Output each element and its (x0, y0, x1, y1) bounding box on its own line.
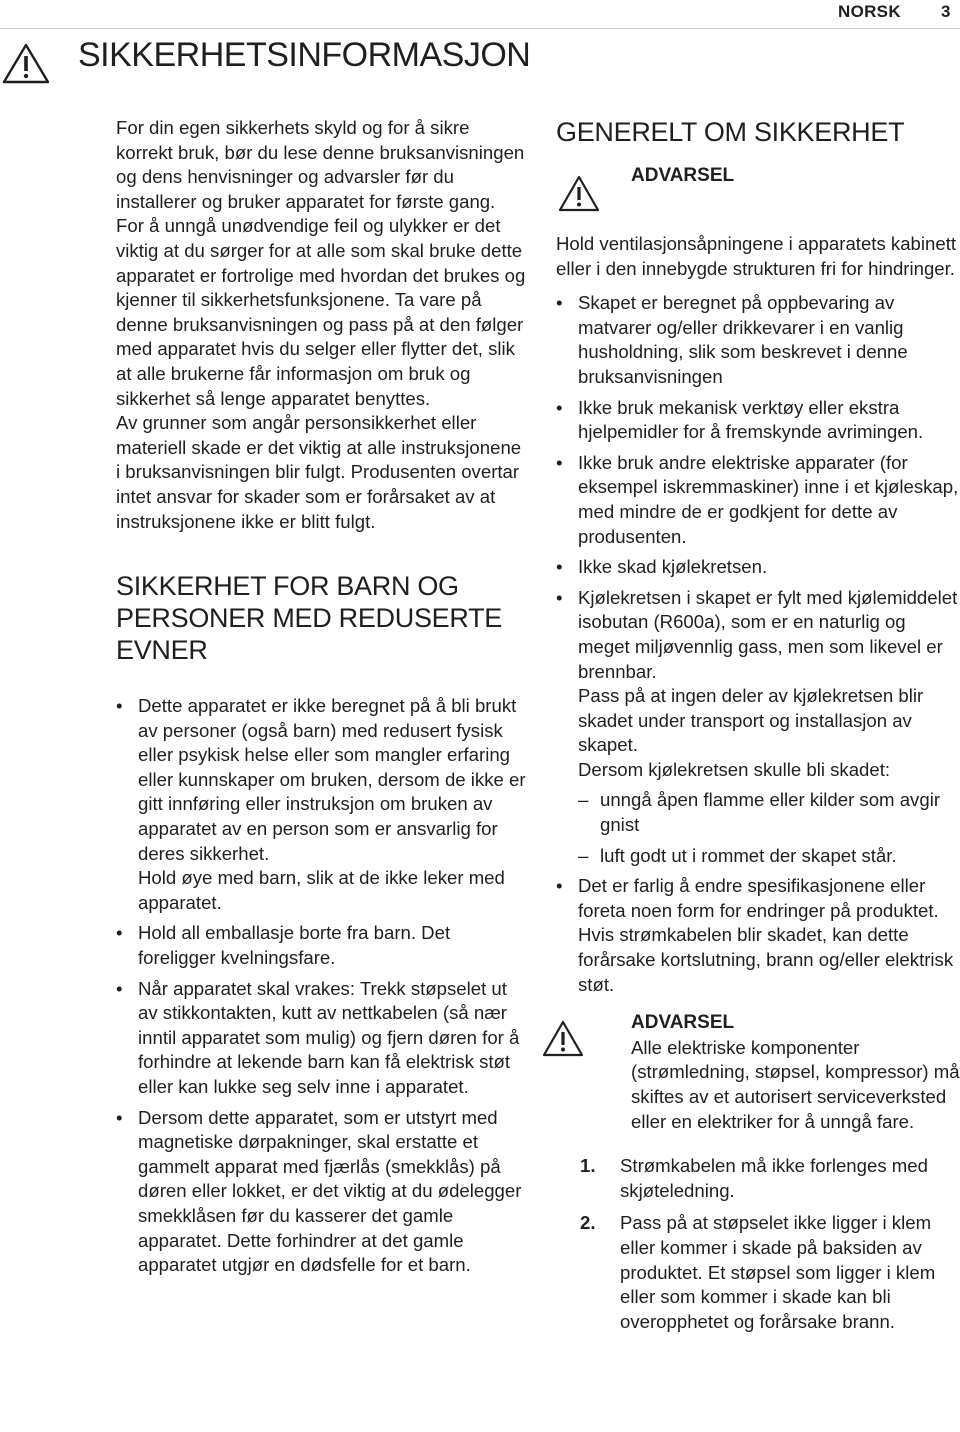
intro-paragraph-2: Av grunner som angår personsikkerhet eller materiell skade er det viktig at alle instruksjonene i bruksanvisningen blir fulgt. Produsenten overtar intet ansvar for skader som er forårsaket av at instruksjonene ikke er blitt fulgt. (116, 412, 522, 532)
warning-label: ADVARSEL (631, 1012, 735, 1034)
bullet-mark: • (116, 695, 123, 717)
list-item (116, 921, 526, 970)
bullet-text: Skapet er beregnet på oppbevaring av matvarer og/eller drikkevarer i en vanlig husholdning, slik som beskrevet i denne bruksanvisningen (578, 292, 908, 387)
dash-mark: – (578, 844, 589, 866)
bullet-mark: • (556, 556, 563, 578)
bullet-mark: • (556, 292, 563, 314)
item-number: 2. (580, 1212, 596, 1234)
item-number: 1. (580, 1155, 596, 1177)
list-item (116, 1106, 526, 1278)
general-section-heading: GENERELT OM SIKKERHET (556, 117, 905, 147)
bullet-note: Dersom kjølekretsen skulle bli skadet: (578, 758, 891, 780)
header-language: NORSK (838, 2, 901, 21)
page-number: 3 (941, 2, 951, 21)
dash-item (578, 844, 960, 869)
bullet-mark: • (556, 396, 563, 418)
numbered-text: Strømkabelen må ikke forlenges med skjøteledning. (620, 1155, 928, 1201)
list-item (556, 451, 960, 549)
bullet-mark: • (116, 1106, 123, 1128)
bullet-text: Kjølekretsen i skapet er fylt med kjølemiddelet isobutan (R600a), som er en naturlig og meget miljøvennlig gass, men som likevel er brennbar. (578, 586, 958, 682)
bullet-note: Pass på at ingen deler av kjølekretsen blir skadet under transport og installasjon av skapet. (578, 685, 924, 756)
dash-list (578, 788, 960, 868)
warning-triangle-icon (558, 174, 600, 212)
bullet-mark: • (556, 451, 563, 473)
bullet-text: Hold all emballasje borte fra barn. Det foreligger kvelningsfare. (138, 922, 451, 969)
bullet-text: Dersom dette apparatet, som er utstyrt med magnetiske dørpakninger, skal erstatte et gammelt apparat med fjærlås (smekklås) på døren eller lokket, er det viktig at du ødelegger smekklåsen før du kasserer det gamle apparatet. Dette forhindrer at det gamle apparatet utgjør en dødsfelle for et barn. (138, 1106, 522, 1276)
numbered-list (580, 1154, 960, 1334)
numbered-text: Pass på at støpselet ikke ligger i klem eller kommer i skade på baksiden av produktet. Et støpsel som ligger i klem eller som kommer i skade kan bli overopphetet og forårsake brann. (620, 1212, 936, 1332)
bullet-text: Når apparatet skal vrakes: Trekk støpselet ut av stikkontakten, kutt av nettkabelen (så nær inntil apparatet som mulig) og fjern døren for å forhindre at lekende barn kan få elektrisk støt eller kan lukke seg selv inne i apparatet. (138, 977, 520, 1097)
dash-item (578, 788, 960, 837)
children-bullet-list (116, 694, 526, 1278)
warning-box-2 (556, 1011, 960, 1134)
warning-text: Hold ventilasjonsåpningene i apparatets kabinett eller i den innebygde strukturen fri for hindringer. (556, 233, 957, 279)
list-item (556, 586, 960, 869)
list-item (556, 291, 960, 389)
bullet-text: Ikke bruk andre elektriske apparater (for eksempel iskremmaskiner) inne i et kjøleskap, med mindre de er godkjent for dette av produsenten. (578, 451, 959, 547)
page-title: SIKKERHETSINFORMASJON (78, 36, 531, 74)
warning-triangle-icon (542, 1019, 584, 1057)
dash-mark: – (578, 789, 589, 811)
list-item (556, 396, 960, 445)
list-item (116, 694, 526, 915)
header-divider (0, 28, 960, 29)
general-bullet-list (556, 291, 960, 997)
list-item (116, 977, 526, 1100)
bullet-text: Dette apparatet er ikke beregnet på å bli brukt av personer (også barn) med redusert fysisk eller psykisk helse eller som mangler erfaring eller kunnskaper om bruken, dersom de ikke er gitt innføring eller instruksjon om bruken av apparatet av en person som er ansvarlig for deres sikkerhet. (138, 695, 526, 864)
numbered-item (580, 1154, 960, 1203)
bullet-mark: • (556, 586, 563, 608)
warning-triangle-icon (2, 42, 50, 84)
children-section-heading: SIKKERHET FOR BARN OG PERSONER MED REDUSERTE EVNER (116, 571, 502, 666)
bullet-note: Hold øye med barn, slik at de ikke leker med apparatet. (138, 867, 505, 913)
bullet-text: Ikke bruk mekanisk verktøy eller ekstra hjelpemidler for å fremskynde avrimingen. (578, 396, 924, 443)
list-item (556, 874, 960, 997)
right-column (556, 116, 960, 1342)
warning-label: ADVARSEL (631, 165, 735, 186)
intro-paragraph-1: For din egen sikkerhets skyld og for å sikre korrekt bruk, bør du lese denne bruksanvisningen og dens henvisninger og advarsler før du installerer og bruker apparatet for første gang. For å unngå unødvendige feil og ulykker er det viktig at du sørger for at alle som skal bruke dette apparatet er fortrolige med hvordan det brukes og kjenner til sikkerhetsfunksjonene. Ta vare på denne bruksanvisningen og pass på at den følger med apparatet hvis du selger eller flytter det, slik at alle brukerne får informasjon om bruk og sikkerhet så lenge apparatet benyttes. (116, 117, 526, 409)
list-item (556, 555, 960, 580)
bullet-mark: • (116, 977, 123, 999)
warning-box-1 (556, 158, 960, 232)
dash-text: luft godt ut i rommet der skapet står. (600, 844, 897, 866)
numbered-item (580, 1211, 960, 1334)
bullet-mark: • (116, 922, 123, 944)
bullet-text: Ikke skad kjølekretsen. (578, 556, 768, 578)
warning-text: Alle elektriske komponenter (strømledning, støpsel, kompressor) må skiftes av et autorisert serviceverksted eller en elektriker for å unngå fare. (631, 1036, 960, 1132)
bullet-mark: • (556, 875, 563, 897)
dash-text: unngå åpen flamme eller kilder som avgir gnist (600, 789, 941, 836)
bullet-text: Det er farlig å endre spesifikasjonene eller foreta noen form for endringer på produktet. Hvis strømkabelen blir skadet, kan dette forårsake kortslutning, brann og/eller elektrisk støt. (578, 875, 954, 995)
left-column (116, 116, 526, 1284)
